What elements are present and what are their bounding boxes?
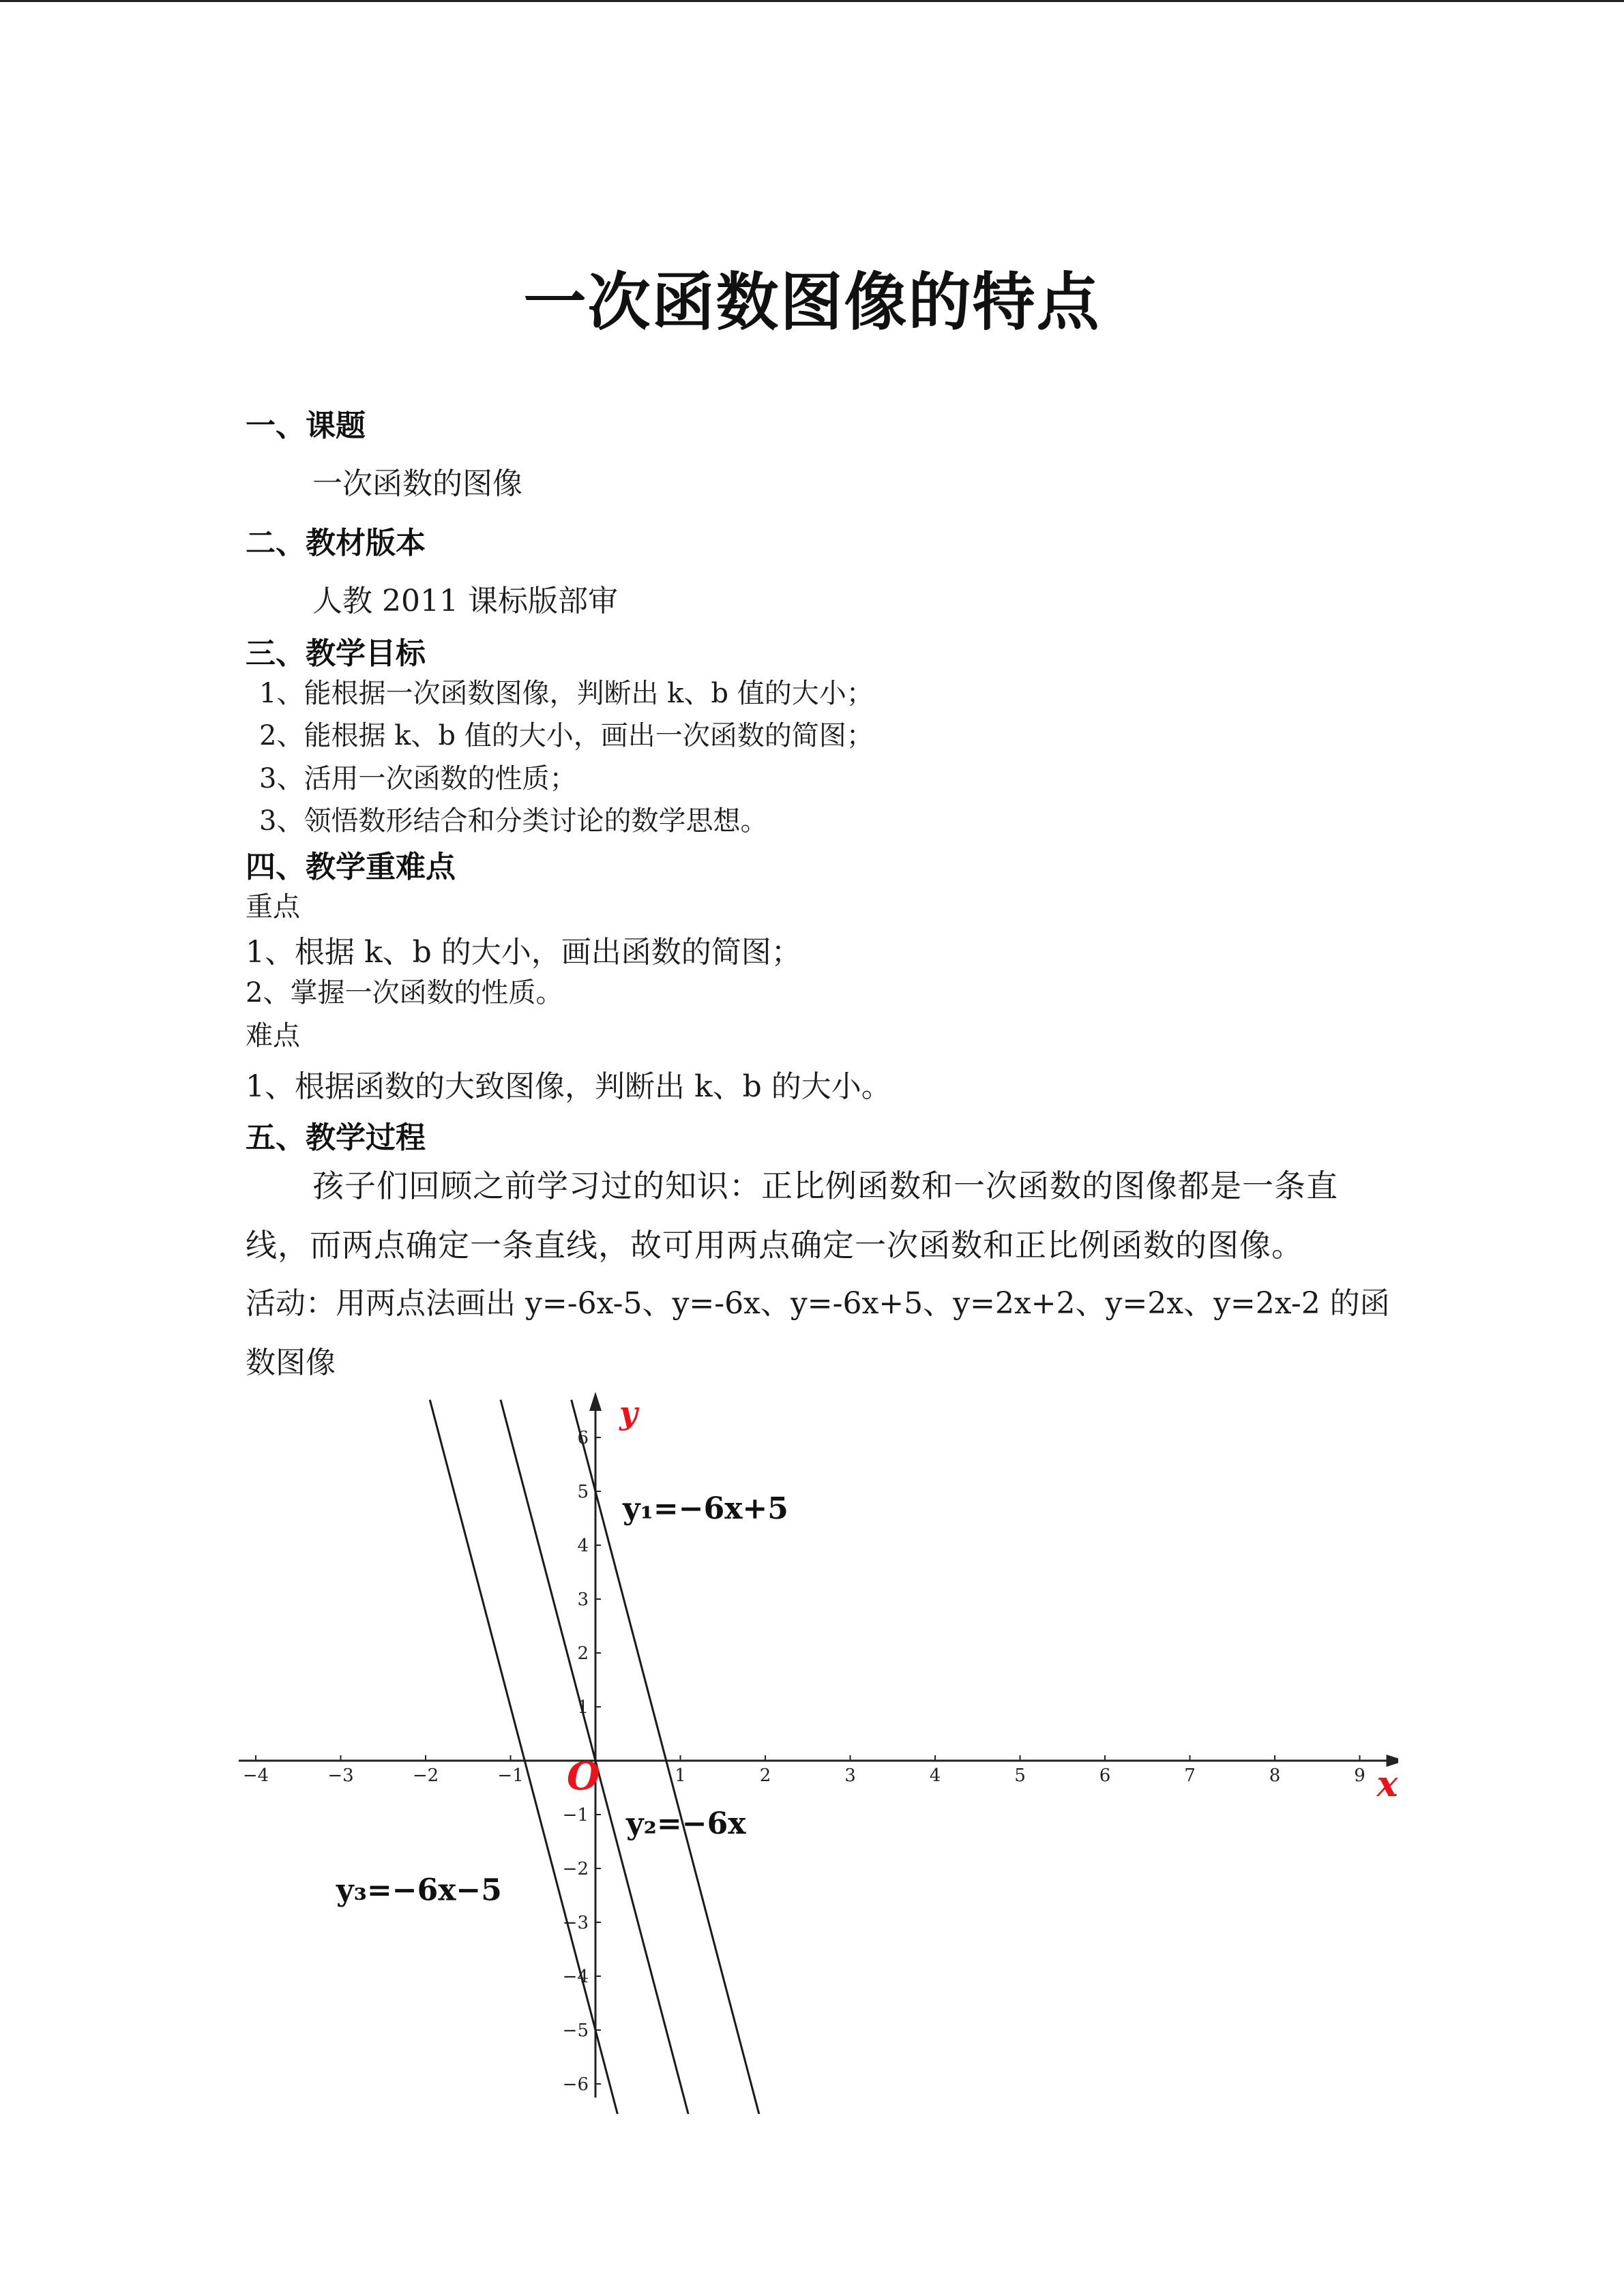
series-label-3: y₃=−6x−5 [336,1873,502,1908]
section-2-heading: 二、教材版本 [246,526,426,561]
activity-line-2: 数图像 [246,1345,336,1380]
series-label-1: y₁=−6x+5 [623,1491,788,1526]
y-axis-arrow [589,1392,602,1411]
x-tick-label: 6 [1099,1765,1111,1786]
x-tick-label: 2 [759,1765,771,1786]
page-title: 一次函数图像的特点 [523,266,1101,339]
goal-item-2: 2、能根据 k、b 值的大小，画出一次函数的简图； [259,720,874,751]
x-tick-label: 1 [675,1765,686,1786]
y-tick-label: −1 [562,1805,589,1825]
x-tick-label: 3 [844,1765,856,1786]
y-tick-label: −4 [562,1967,589,1987]
graph-canvas [239,1381,1398,2114]
section-1-body: 一次函数的图像 [312,466,522,501]
y-tick-label: 6 [577,1428,589,1448]
x-tick-label: −2 [412,1765,439,1786]
x-axis-label: x [1376,1763,1398,1805]
x-tick-label: 9 [1354,1765,1365,1786]
x-tick-label: −3 [327,1765,354,1786]
origin-label: O [567,1754,600,1799]
x-tick-label: 5 [1014,1765,1026,1786]
y-tick-label: 2 [577,1643,589,1664]
y-tick-label: −2 [562,1859,589,1879]
key-point-1: 1、根据 k、b 的大小，画出函数的简图； [246,935,801,970]
series-label-2: y₂=−6x [626,1806,746,1841]
process-paragraph-line-2: 线，而两点确定一条直线，故可用两点确定一次函数和正比例函数的图像。 [246,1227,1303,1264]
x-tick-label: −4 [242,1765,269,1786]
y-tick-label: 4 [577,1536,589,1556]
section-5-heading: 五、教学过程 [246,1120,426,1155]
section-3-heading: 三、教学目标 [246,636,426,671]
function-graph [239,1381,1398,2114]
y-tick-label: 1 [577,1697,589,1718]
x-tick-label: 8 [1269,1765,1281,1786]
section-1-heading: 一、课题 [246,408,366,443]
x-tick-label: 4 [929,1765,941,1786]
goal-item-4: 3、领悟数形结合和分类讨论的数学思想。 [259,805,768,837]
key-points-label: 重点 [246,891,300,923]
key-point-2: 2、掌握一次函数的性质。 [246,977,563,1009]
x-tick-label: 7 [1184,1765,1196,1786]
section-2-body: 人教 2011 课标版部审 [312,584,618,618]
activity-line-1: 活动：用两点法画出 y=-6x-5、y=-6x、y=-6x+5、y=2x+2、y=2x、y=2x-2 的函 [246,1286,1390,1321]
goal-item-1: 1、能根据一次函数图像，判断出 k、b 值的大小； [259,678,874,709]
section-4-heading: 四、教学重难点 [246,850,456,884]
x-tick-label: −1 [497,1765,524,1786]
hard-point-1: 1、根据函数的大致图像，判断出 k、b 的大小。 [246,1069,891,1104]
y-tick-label: −5 [562,2021,589,2041]
goal-item-3: 3、活用一次函数的性质； [259,763,577,794]
y-tick-label: 5 [577,1482,589,1502]
y-axis-label: y [619,1395,638,1431]
top-border [0,0,1624,2]
y-tick-label: −6 [562,2074,589,2095]
y-tick-label: −3 [562,1913,589,1933]
y-tick-label: 3 [577,1590,589,1610]
process-paragraph-line-1: 孩子们回顾之前学习过的知识：正比例函数和一次函数的图像都是一条直 [312,1167,1338,1204]
hard-points-label: 难点 [246,1020,300,1052]
